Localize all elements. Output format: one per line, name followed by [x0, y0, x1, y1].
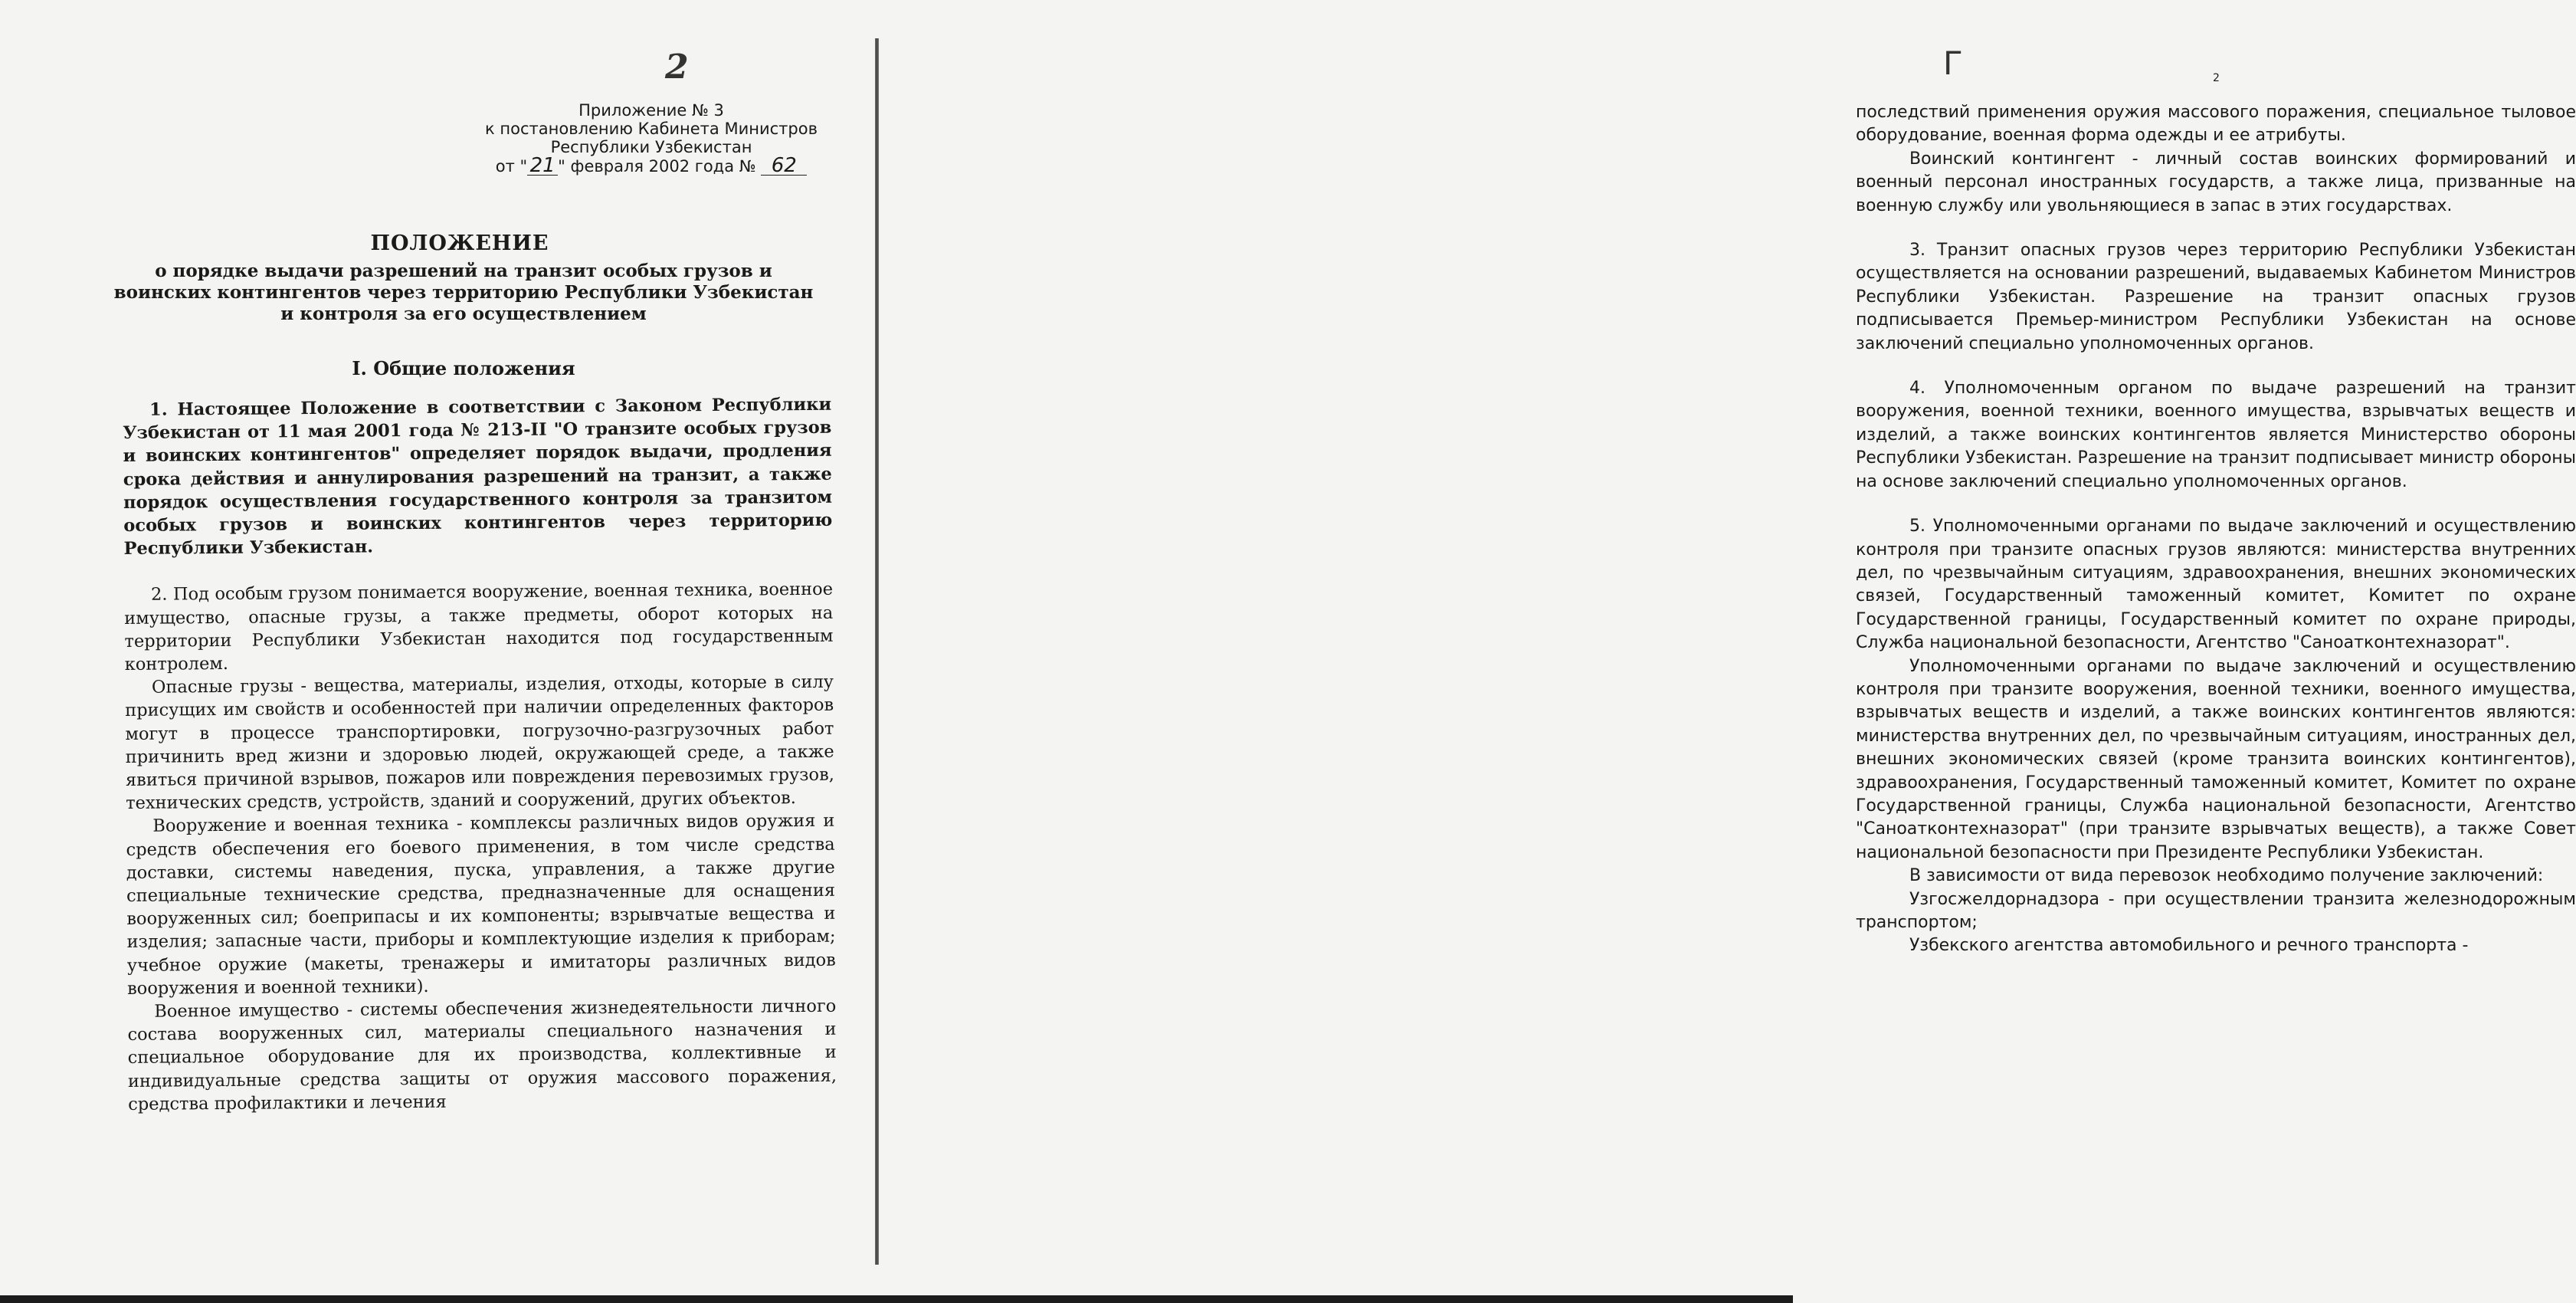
- paragraph: последствий применения оружия массового поражения, специальное тыловое оборудование, военная форма одежды и ее атрибуты.: [1856, 103, 2576, 146]
- paragraph: Узбекского агентства автомобильного и речного транспорта -: [1909, 936, 2469, 956]
- subtitle-line: и контроля за его осуществлением: [280, 304, 647, 324]
- paragraph: 2. Под особым грузом понимается вооружение, военная техника, военное имущество, опасные грузы, а также предметы, оборот которых на территории Республики Узбекистан находится под государственным контролем.: [124, 579, 834, 675]
- left-body-text: [123, 393, 837, 1116]
- paragraph: 1. Настоящее Положение в соответствии с Законом Республики Узбекистан от 11 мая 2001 года № 213-II "О транзите особых грузов и воинских контингентов" определяет порядок выдачи, продления срока действия и аннулирования разрешений на транзит, а также порядок осуществления государственного контроля за транзитом особых грузов и воинских контингентов через территорию Республики Узбекистан.: [123, 394, 833, 560]
- paragraph: 3. Транзит опасных грузов через территорию Республики Узбекистан осуществляется на основании разрешений, выдаваемых Кабинетом Министров Республики Узбекистан. Разрешение на транзит опасных грузов подписывается Премьер-министром Республики Узбекистан на основе заключений специально уполномоченных органов.: [1856, 241, 2576, 353]
- paragraph: 4. Уполномоченным органом по выдаче разрешений на транзит вооружения, военной техники, военного имущества, взрывчатых веществ и изделий, а также воинских контингентов является Министерство обороны Республики Узбекистан. Разрешение на транзит подписывает министр обороны на основе заключений специально уполномоченных органов.: [1856, 379, 2576, 491]
- scan-edge: [0, 1295, 1793, 1303]
- handwritten-mark: 2: [665, 48, 689, 87]
- document-title: ПОЛОЖЕНИЕ: [370, 231, 549, 255]
- paragraph: Воинский контингент - личный состав воинских формирований и военный персонал иностранных государств, а также лица, призванные на военную службу или увольняющиеся в запас в этих государствах.: [1856, 149, 2576, 215]
- right-body-text: [1856, 101, 2576, 958]
- handwritten-mark: Г: [1943, 44, 1963, 82]
- paragraph: Вооружение и военная техника - комплексы различных видов оружия и средств обеспечения его боевого применения, в том числе средства доставки, системы наведения, пуска, управления, а также другие специальные технические средства, предназначенные для оснащения вооруженных сил; боеприпасы и их компоненты; взрывчатые вещества и изделия; запасные части, приборы и комплектующие изделия к приборам; учебное оружие (макеты, тренажеры и имитаторы различных видов вооружения и военной техники).: [126, 811, 836, 999]
- left-page: [0, 0, 881, 1303]
- page-number: 2: [2213, 72, 2220, 84]
- paragraph: Узгосжелдорнадзора - при осуществлении транзита железнодорожным транспортом;: [1856, 889, 2576, 932]
- right-page: [881, 0, 2576, 1303]
- date-middle: " февраля 2002 года №: [558, 157, 756, 176]
- paragraph: Военное имущество - системы обеспечения жизнедеятельности личного состава вооруженных сил, материалы специального назначения и специальное оборудование для их производства, коллективные и индивидуальные средства защиты от оружия массового поражения, средства профилактики и лечения: [127, 996, 837, 1114]
- document-subtitle: [92, 261, 835, 325]
- subtitle-line: воинских контингентов через территорию Республики Узбекистан: [113, 282, 814, 303]
- date-day: 21: [527, 156, 558, 176]
- paragraph: 5. Уполномоченными органами по выдаче заключений и осуществлению контроля при транзите опасных грузов являются: министерства внутренних дел, по чрезвычайным ситуациям, здравоохранения, внешних экономических связей, Государственный таможенный комитет, Комитет по охране Государственной границы, Государственный комитет по охране природы, Служба национальной безопасности, Агентство "Саноатконтехназорат".: [1856, 517, 2576, 653]
- appendix-header: [460, 101, 843, 176]
- date-prefix: от ": [495, 157, 528, 176]
- paragraph: В зависимости от вида перевозок необходимо получение заключений:: [1909, 866, 2544, 886]
- appendix-line: к постановлению Кабинета Министров: [485, 120, 818, 138]
- appendix-line: Приложение № 3: [578, 101, 724, 120]
- appendix-line: Республики Узбекистан: [550, 138, 752, 156]
- page-spine: [875, 38, 879, 1265]
- appendix-date: [460, 156, 843, 176]
- paragraph: Уполномоченными органами по выдаче заключений и осуществлению контроля при транзите вооружения, военной техники, военного имущества, взрывчатых веществ и изделий, а также воинских контингентов являются: министерства внутренних дел, по чрезвычайным ситуациям, иностранных дел, внешних экономических связей (кроме транзита воинских контингентов), здравоохранения, Государственный таможенный комитет, Комитет по охране Государственной границы, Служба национальной безопасности, Агентство "Саноатконтехназорат" (при транзите взрывчатых веществ), а также Совет национальной безопасности при Президенте Республики Узбекистан.: [1856, 656, 2576, 862]
- section-heading: I. Общие положения: [352, 357, 575, 379]
- paragraph: Опасные грузы - вещества, материалы, изделия, отходы, которые в силу присущих им свойств и особенностей при наличии определенных факторов могут в процессе транспортировки, погрузочно-разгрузочных работ причинить вред жизни и здоровью людей, окружающей среде, а также явиться причиной взрывов, пожаров или повреждения перевозимых грузов, технических средств, устройств, зданий и сооружений, других объектов.: [125, 671, 834, 814]
- subtitle-line: о порядке выдачи разрешений на транзит особых грузов и: [155, 261, 772, 281]
- date-number: 62: [761, 156, 807, 176]
